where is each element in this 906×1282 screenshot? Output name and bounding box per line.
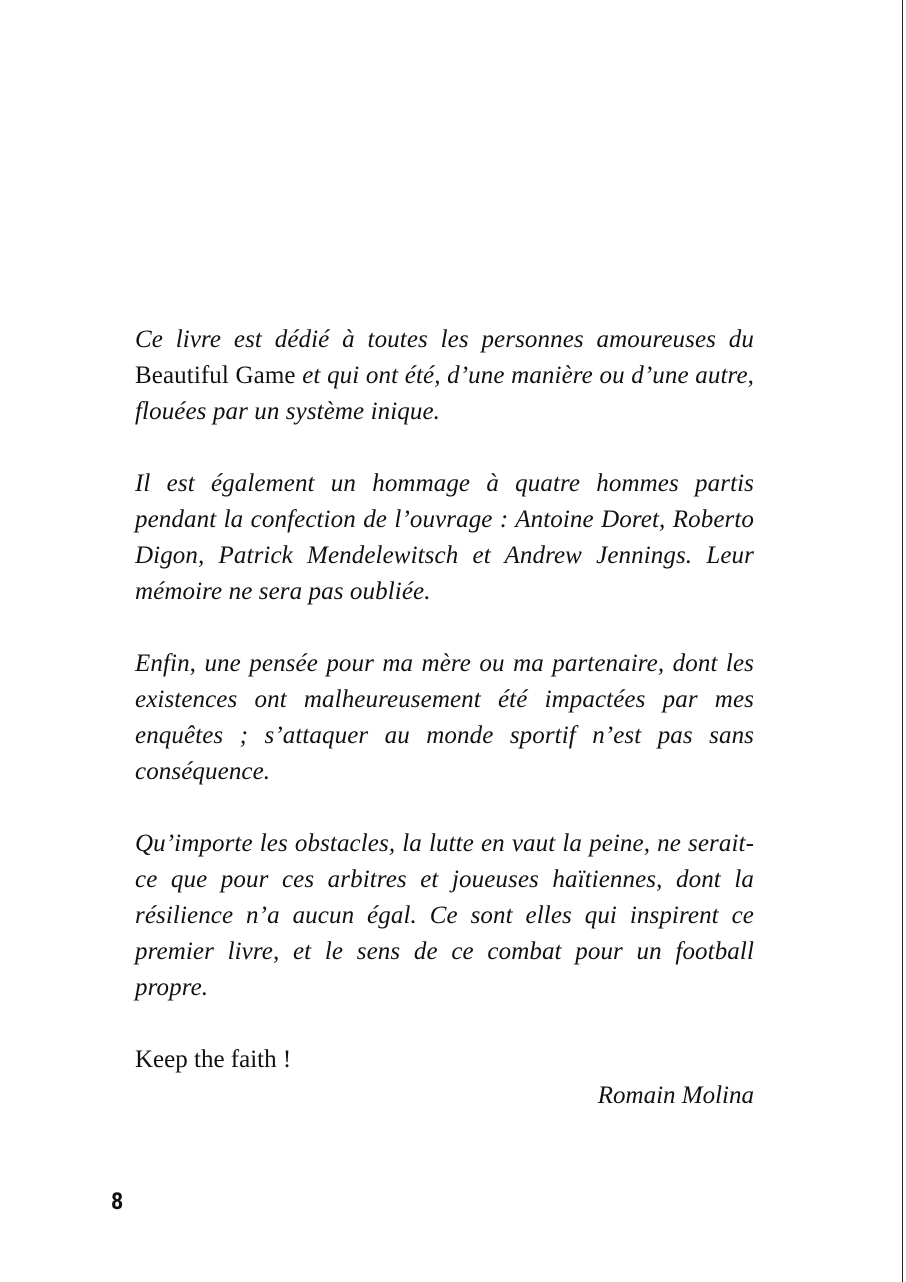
beautiful-game-title: Beautiful Game — [135, 362, 296, 389]
dedication-paragraph-2: Il est également un hommage à quatre hommes partis pendant la confection de l’ouvrage : Antoine Doret, Roberto Digon, Patrick Mendelewitsch et Andrew Jennings. Leur mémoire ne sera pas oubliée. — [135, 470, 754, 605]
dedication-paragraph-3: Enfin, une pensée pour ma mère ou ma partenaire, dont les existences ont malheureusement été impactées par mes enquêtes ; s’attaquer au monde sportif n’est pas sans conséquence. — [135, 650, 754, 785]
dedication-paragraph-1 — [135, 322, 754, 430]
author-signature: Romain Molina — [597, 1082, 754, 1109]
dedication-text — [135, 322, 754, 1114]
paragraph-1-end: et qui ont été, d’une manière ou d’une autre, flouées par un système inique. — [135, 362, 754, 425]
closing-line: Keep the faith ! — [135, 1046, 292, 1073]
paragraph-1-start: Ce livre est dédié à toutes les personnes amoureuses du — [135, 326, 754, 353]
page-number: 8 — [111, 1190, 124, 1215]
page-edge-line — [902, 0, 903, 1282]
dedication-paragraph-4: Qu’importe les obstacles, la lutte en vaut la peine, ne serait-ce que pour ces arbitres et joueuses haïtiennes, dont la résilience n’a aucun égal. Ce sont elles qui inspirent ce premier livre, et le sens de ce combat pour un football propre. — [135, 830, 754, 1001]
